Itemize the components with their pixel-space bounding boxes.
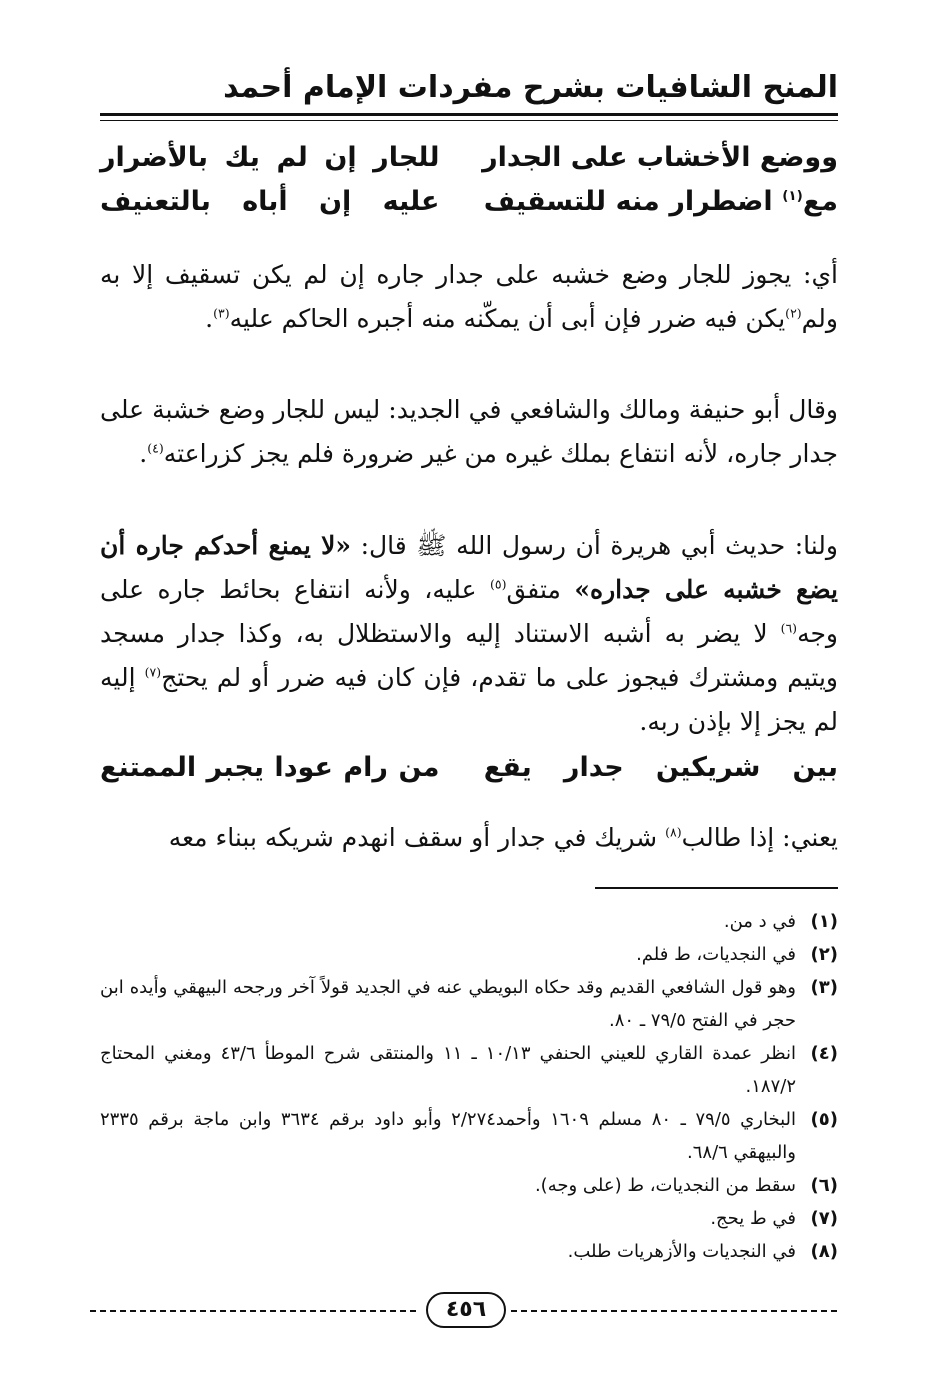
footnote-ref-8: (٨) <box>665 824 682 840</box>
footnote-item <box>100 1169 838 1202</box>
footnote-item <box>100 938 838 971</box>
verse-2-word: مع <box>802 186 838 217</box>
verse-3-first-hemistich: بين شريكين جدار يقع <box>483 752 838 783</box>
footnote-item <box>100 905 838 938</box>
footnote-ref-3: (٣) <box>213 305 230 321</box>
footnote-ref-7: (٧) <box>144 664 162 680</box>
p3-text-a: ولنا: حديث أبي هريرة أن رسول الله ﷺ قال: <box>351 531 838 560</box>
header-rule-thin <box>100 120 838 121</box>
footnote-text: البخاري ٧٩/٥ ـ ٨٠ مسلم ١٦٠٩ وأحمد٢/٢٧٤ وأبو داود برقم ٣٦٣٤ وابن ماجة برقم ٢٣٣٥ والبيهقي ٦٨/٦. <box>100 1109 796 1163</box>
paragraph-4 <box>100 816 838 860</box>
footnote-text: في د من. <box>723 911 796 932</box>
verse-line-3 <box>100 752 838 800</box>
footnote-ref-1: (١) <box>782 188 803 204</box>
footnote-ref-2: (٢) <box>785 305 802 321</box>
verse-line-1 <box>100 142 838 190</box>
footnote-item <box>100 1235 838 1268</box>
paragraph-3 <box>100 524 838 744</box>
footnote-number: (٥) <box>810 1109 838 1130</box>
p1-text-c: . <box>205 304 214 333</box>
footnote-text: سقط من النجديات، ط (على وجه). <box>534 1175 796 1196</box>
p1-text-b: يكن فيه ضرر فإن أبى أن يمكّنه منه أجبره الحاكم عليه <box>229 304 786 333</box>
verse-2-first-hemistich <box>484 186 838 217</box>
footnote-text: في النجديات، ط فلم. <box>636 944 796 965</box>
footnote-text: انظر عمدة القاري للعيني الحنفي ١٠/١٣ ـ ١١ والمنتقى شرح الموطأ ٤٣/٦ ومغني المحتاج ١٨٧/٢. <box>100 1043 796 1097</box>
paragraph-2 <box>100 388 838 476</box>
footnote-ref-4: (٤) <box>147 440 164 456</box>
page-number: ٤٥٦ <box>426 1292 506 1328</box>
verse-1-second-hemistich: للجار إن لم يك بالأضرار <box>100 142 440 173</box>
page-footer <box>90 1288 837 1334</box>
footnote-text: وهو قول الشافعي القديم وقد حكاه البويطي عنه في الجديد قولاً آخر ورجحه البيهقي وأيده ابن حجر في الفتح ٧٩/٥ ـ ٨٠. <box>100 977 796 1031</box>
verse-2-rest: اضطرار منه للتسقيف <box>483 186 783 217</box>
verse-1-first-hemistich: ووضع الأخشاب على الجدار <box>482 142 838 173</box>
footnote-text: في النجديات والأزهريات طلب. <box>567 1241 796 1262</box>
p3-text-b: متفق <box>506 575 575 604</box>
p3-text-e: إليه لم يجز إلا بإذن ربه. <box>100 663 838 736</box>
footnote-number: (١) <box>810 911 838 932</box>
footnote-text: في ط يحج. <box>710 1208 796 1229</box>
verse-3-second-hemistich: من رام عودا يجبر الممتنع <box>100 752 440 783</box>
p2-text-b: . <box>139 439 148 468</box>
verse-2-second-hemistich: عليه إن أباه بالتعنيف <box>100 186 440 217</box>
footnote-item <box>100 1103 838 1169</box>
footnote-ref-6: (٦) <box>780 620 798 636</box>
p1-text-a: أي: يجوز للجار وضع خشبه على جدار جاره إن لم يكن تسقيف إلا به ولم <box>100 260 838 333</box>
paragraph-1 <box>100 253 838 341</box>
footnote-number: (٤) <box>810 1043 838 1064</box>
footer-dashed-rule-right <box>511 1310 837 1312</box>
footnote-item <box>100 1037 838 1103</box>
p4-text-b: شريك في جدار أو سقف انهدم شريكه ببناء معه <box>168 823 666 852</box>
p3-text-c: عليه، ولأنه انتفاع بحائط جاره على وجه <box>100 575 838 648</box>
footnote-separator <box>595 887 838 889</box>
footnote-ref-5: (٥) <box>489 576 507 592</box>
footnote-number: (٣) <box>810 977 838 998</box>
footnote-item <box>100 971 838 1037</box>
running-header-title: المنح الشافيات بشرح مفردات الإمام أحمد <box>223 70 838 105</box>
footnote-number: (٧) <box>810 1208 838 1229</box>
footnote-item <box>100 1202 838 1235</box>
footnote-number: (٢) <box>810 944 838 965</box>
p4-text-a: يعني: إذا طالب <box>681 823 838 852</box>
verse-line-2 <box>100 186 838 234</box>
p3-text-d: لا يضر به أشبه الاستناد إليه والاستظلال به، وكذا جدار مسجد ويتيم ومشترك فيجوز على ما تقدم، فإن كان فيه ضرر أو لم يحتج <box>100 619 838 692</box>
p2-text-a: وقال أبو حنيفة ومالك والشافعي في الجديد: ليس للجار وضع خشبة على جدار جاره، لأنه انتفاع بملك غيره من غير ضرورة فلم يجز كزراعته <box>100 395 838 468</box>
footnotes-list <box>100 905 838 1268</box>
footnote-number: (٦) <box>810 1175 838 1196</box>
header-rule-thick <box>100 113 838 116</box>
footnote-number: (٨) <box>810 1241 838 1262</box>
footer-dashed-rule-left <box>90 1310 416 1312</box>
hadith-quote: «لا يمنع أحدكم جاره أن يضع خشبه على جداره» <box>100 531 838 604</box>
